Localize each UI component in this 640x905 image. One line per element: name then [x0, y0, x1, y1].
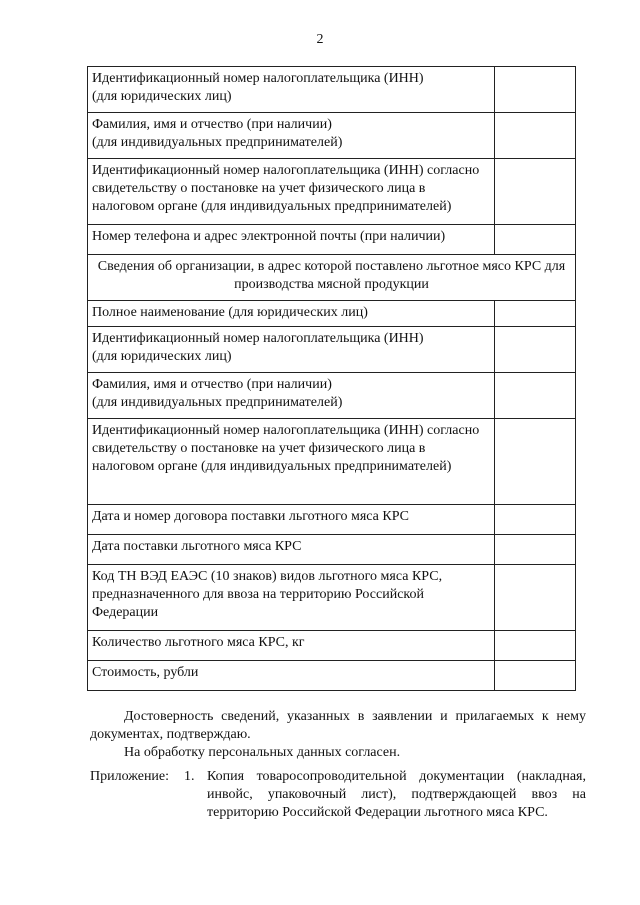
table-row: [88, 535, 576, 565]
table-row: [88, 159, 576, 225]
attachment-text: Копия товаросопроводительной документации (накладная, инвойс, упаковочный лист), подтверждающей ввоз на территорию Российской Федерации льготного мяса КРС.: [207, 769, 586, 820]
table-row: [88, 301, 576, 327]
reliability-statement: Достоверность сведений, указанных в заявлении и прилагаемых к нему документах, подтверждаю.: [90, 709, 586, 742]
field-value-cell[interactable]: [495, 225, 576, 255]
field-label: Идентификационный номер налогоплательщика (ИНН) (для юридических лиц): [88, 327, 495, 373]
table-row: [88, 631, 576, 661]
table-row: [88, 67, 576, 113]
field-label: Полное наименование (для юридических лиц): [88, 301, 495, 327]
field-label: Фамилия, имя и отчество (при наличии) (для индивидуальных предпринимателей): [88, 373, 495, 419]
table-row: [88, 505, 576, 535]
field-value-cell[interactable]: [495, 631, 576, 661]
field-value-cell[interactable]: [495, 301, 576, 327]
field-value-cell[interactable]: [495, 159, 576, 225]
section-header-row: [88, 255, 576, 301]
consent-statement: На обработку персональных данных согласен.: [124, 745, 401, 760]
attachment-number: 1.: [184, 769, 195, 784]
field-label: Дата и номер договора поставки льготного мяса КРС: [88, 505, 495, 535]
field-label: Идентификационный номер налогоплательщика (ИНН) (для юридических лиц): [88, 67, 495, 113]
section-heading: Сведения об организации, в адрес которой поставлено льготное мясо КРС для производства мясной продукции: [88, 255, 576, 301]
field-value-cell[interactable]: [495, 327, 576, 373]
field-label: Номер телефона и адрес электронной почты (при наличии): [88, 225, 495, 255]
application-form-table: [87, 66, 576, 691]
statement-block: [90, 708, 586, 762]
field-value-cell[interactable]: [495, 113, 576, 159]
field-label: Идентификационный номер налогоплательщика (ИНН) согласно свидетельству о постановке на учет физического лица в налоговом органе (для индивидуальных предпринимателей): [88, 419, 495, 505]
field-value-cell[interactable]: [495, 535, 576, 565]
field-value-cell[interactable]: [495, 661, 576, 691]
table-row: [88, 661, 576, 691]
table-row: [88, 565, 576, 631]
table-row: [88, 419, 576, 505]
page-number: 2: [316, 32, 324, 47]
field-value-cell[interactable]: [495, 419, 576, 505]
field-label: Количество льготного мяса КРС, кг: [88, 631, 495, 661]
table-row: [88, 327, 576, 373]
table-row: [88, 113, 576, 159]
field-value-cell[interactable]: [495, 373, 576, 419]
field-value-cell[interactable]: [495, 565, 576, 631]
form-table-body: [88, 67, 576, 691]
attachment-label: Приложение:: [90, 769, 170, 784]
field-value-cell[interactable]: [495, 505, 576, 535]
table-row: [88, 225, 576, 255]
table-row: [88, 373, 576, 419]
field-label: Стоимость, рубли: [88, 661, 495, 691]
field-label: Идентификационный номер налогоплательщика (ИНН) согласно свидетельству о постановке на учет физического лица в налоговом органе (для индивидуальных предпринимателей): [88, 159, 495, 225]
field-value-cell[interactable]: [495, 67, 576, 113]
field-label: Фамилия, имя и отчество (при наличии) (для индивидуальных предпринимателей): [88, 113, 495, 159]
field-label: Код ТН ВЭД ЕАЭС (10 знаков) видов льготного мяса КРС, предназначенного для ввоза на территорию Российской Федерации: [88, 565, 495, 631]
field-label: Дата поставки льготного мяса КРС: [88, 535, 495, 565]
